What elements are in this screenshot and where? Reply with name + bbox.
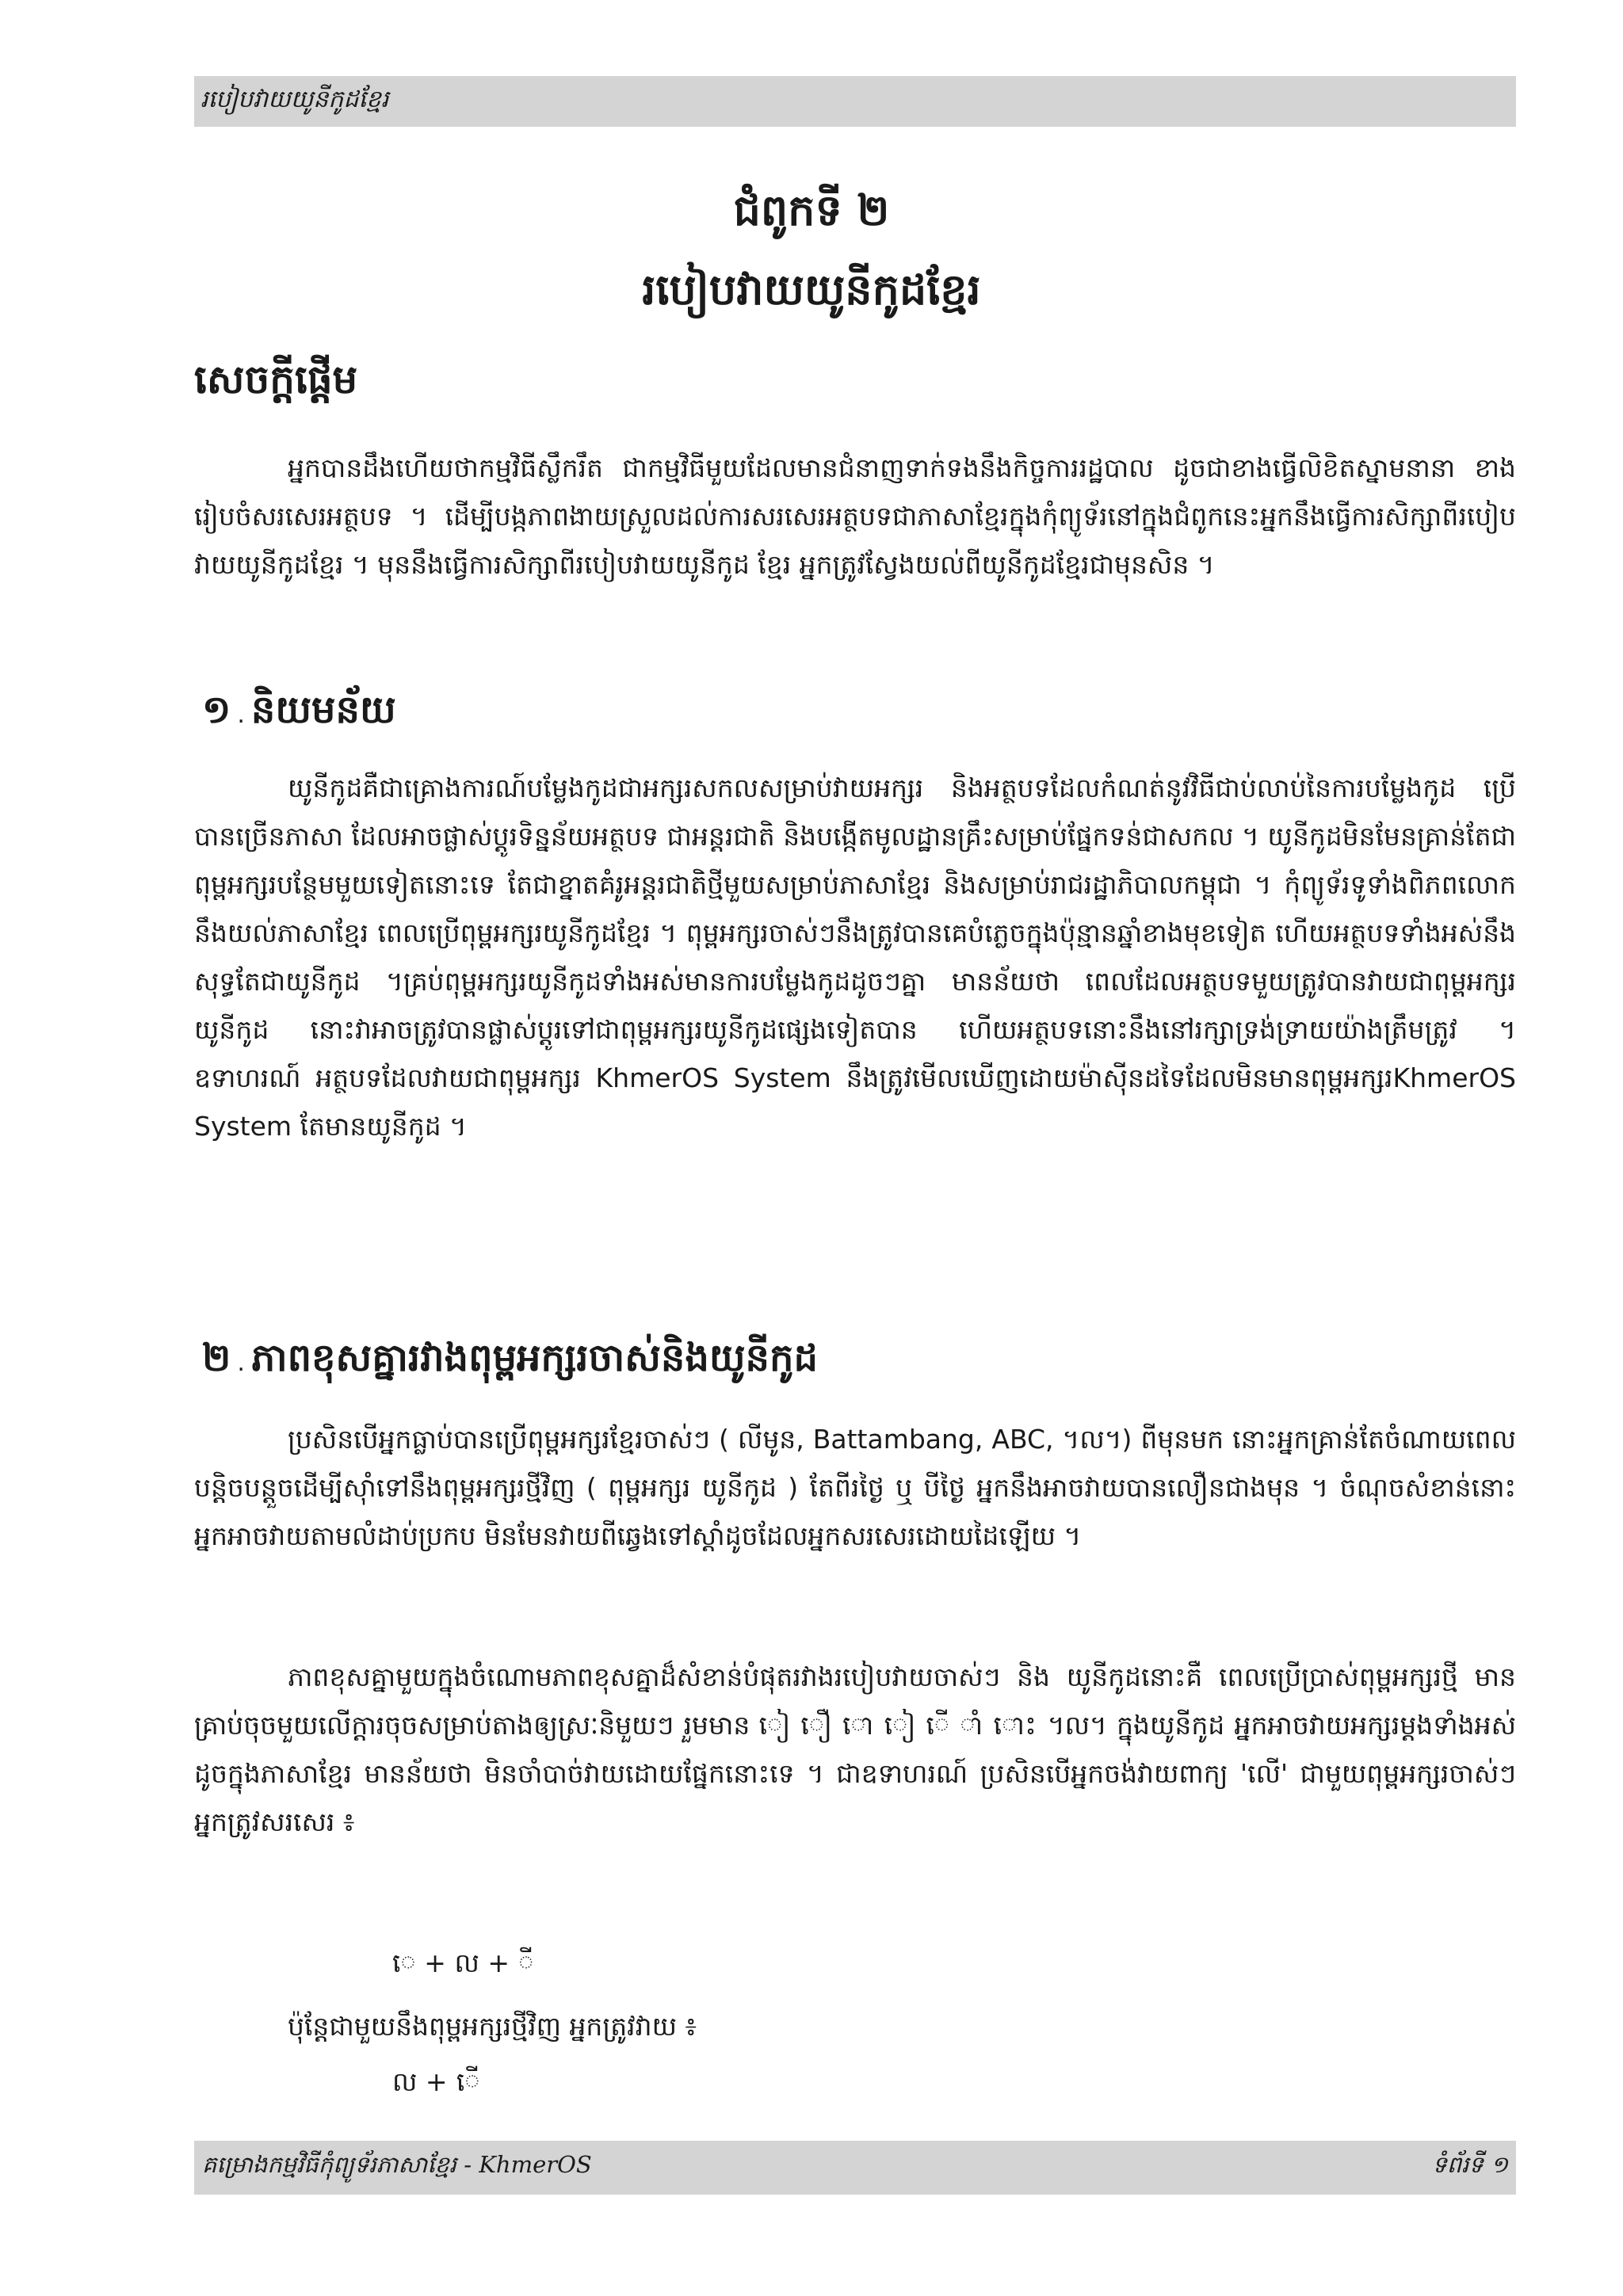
section1-dot: . [237, 701, 245, 729]
page-number: ទំព័រទី ១ [1432, 2151, 1508, 2178]
chapter-subtitle: របៀបវាយយូនីកូដខ្មែរ [642, 265, 981, 315]
page-footer [194, 2141, 1516, 2195]
chapter-title: ជំពូកទី ២ [733, 185, 890, 235]
section1-title: និយមន័យ [250, 688, 396, 732]
section1-number: ១ [202, 688, 231, 732]
intro-heading: សេចក្ដីផ្ដើម [194, 357, 358, 402]
section2-dot: . [237, 1349, 245, 1377]
section1-heading [202, 686, 396, 742]
section1-paragraph [194, 764, 1516, 1150]
section2-number: ២ [202, 1336, 231, 1380]
but-new-font-line: ប៉ុន្តែជាមួយនឹងពុម្ពអក្សរថ្មីវិញ អ្នកត្រូវវាយ ៖ [288, 2011, 697, 2042]
section2-heading [202, 1334, 818, 1390]
intro-paragraph [194, 444, 1516, 589]
intro-paragraph-text: អ្នកបានដឹងហើយថាកម្មវិធីស្លឹករឹត ជាកម្មវិធីមួយដែលមានជំនាញទាក់ទងនឹងកិច្ចការរដ្ឋបាល ដូចជាខាងធ្វើលិខិតស្នាមនានា ខាងរៀបចំសរសេរអត្ថបទ ។ ដើម្បីបង្កភាពងាយស្រួលដល់ការសរសេរអត្ថបទជាភាសាខ្មែរក្នុងកុំព្យូទ័រនៅក្នុងជំពូកនេះអ្នកនឹងធ្វើការសិក្សាពីរបៀបវាយយូនីកូដខ្មែរ ។ មុននឹងធ្វើការសិក្សាពីរបៀបវាយយូនីកូដ ខ្មែរ អ្នកត្រូវស្វែងយល់ពីយូនីកូដខ្មែរជាមុនសិន ។ [194, 452, 1516, 580]
section2-paragraph-2-text: ភាពខុសគ្នាមួយក្នុងចំណោមភាពខុសគ្នាដ៏សំខាន់បំផុតរវាងរបៀបវាយចាស់ៗ និង យូនីកូដនោះគឺ ពេលប្រើប្រាស់ពុម្ពអក្សរថ្មី មានគ្រាប់ចុចមួយលើក្ដារចុចសម្រាប់តាងឲ្យស្រៈនិមួយៗ រួមមាន ៀ ឿ ោ ៀ ើ ាំ ោះ ។ល។ ក្នុងយូនីកូដ អ្នកអាចវាយអក្សរម្ដងទាំងអស់ដូចក្នុងភាសាខ្មែរ មានន័យថា មិនចាំបាច់វាយដោយផ្នែកនោះទេ ។ ជាឧទាហរណ៍ ប្រសិនបើអ្នកចង់វាយពាក្យ 'លើ' ជាមួយពុម្ពអក្សរចាស់ៗអ្នកត្រូវសរសេរ ៖ [194, 1661, 1516, 1837]
section1-paragraph-text: យូនីកូដគឺជាគ្រោងការណ៍បម្លែងកូដជាអក្សរសកលសម្រាប់វាយអក្សរ និងអត្ថបទដែលកំណត់នូវវិធីជាប់លាប់នៃការបម្លែងកូដ ប្រើបានច្រើនភាសា ដែលអាចផ្លាស់ប្ដូរទិន្នន័យអត្ថបទ ជាអន្តរជាតិ និងបង្កើតមូលដ្ឋានគ្រឹះសម្រាប់ផ្នែកទន់ជាសកល ។ យូនីកូដមិនមែនគ្រាន់តែជាពុម្ពអក្សរបន្ថែមមួយទៀតនោះទេ តែជាខ្នាតគំរូអន្តរជាតិថ្មីមួយសម្រាប់ភាសាខ្មែរ និងសម្រាប់រាជរដ្ឋាភិបាលកម្ពុជា ។ កុំព្យូទ័រទូទាំងពិភពលោកនឹងយល់ភាសាខ្មែរ ពេលប្រើពុម្ពអក្សរយូនីកូដខ្មែរ ។ ពុម្ពអក្សរចាស់ៗនឹងត្រូវបានគេបំភ្លេចក្នុងប៉ុន្មានឆ្នាំខាងមុខទៀត ហើយអត្ថបទទាំងអស់នឹងសុទ្ធតែជាយូនីកូដ ។គ្រប់ពុម្ពអក្សរយូនីកូដទាំងអស់មានការបម្លែងកូដដូចៗគ្នា មានន័យថា ពេលដែលអត្ថបទមួយត្រូវបានវាយជាពុម្ពអក្សរយូនីកូដ នោះវាអាចត្រូវបានផ្លាស់ប្ដូរទៅជាពុម្ពអក្សរយូនីកូដផ្សេងទៀតបាន ហើយអត្ថបទនោះនឹងនៅរក្សាទ្រង់ទ្រាយយ៉ាងត្រឹមត្រូវ ។ ឧទាហរណ៍ អត្ថបទដែលវាយជាពុម្ពអក្សរ KhmerOS System នឹងត្រូវមើលឃើញដោយម៉ាស៊ីនដទៃដែលមិនមានពុម្ពអក្សរKhmerOS System តែមានយូនីកូដ ។ [194, 772, 1516, 1142]
page-header [194, 76, 1516, 127]
section2-paragraph-1 [194, 1415, 1516, 1560]
example-new-typing: ល + ើ [392, 2066, 480, 2097]
example-old-typing: េ + ល + ី [392, 1947, 534, 1978]
header-text: របៀបវាយយូនីកូដខ្មែរ [200, 86, 389, 113]
section2-paragraph-1-text: ប្រសិនបើអ្នកធ្លាប់បានប្រើពុម្ពអក្សរខ្មែរចាស់ៗ ( លីមូន, Battambang, ABC, ។ល។) ពីមុនមក នោះអ្នកគ្រាន់តែចំណាយពេលបន្តិចបន្តួចដើម្បីសុាំទៅនឹងពុម្ពអក្សរថ្មីវិញ ( ពុម្ពអក្សរ យូនីកូដ ) តែពីរថ្ងៃ ឬ បីថ្ងៃ អ្នកនឹងអាចវាយបានលឿនជាងមុន ។ ចំណុចសំខាន់នោះ អ្នកអាចវាយតាមលំដាប់ប្រកប មិនមែនវាយពីឆ្វេងទៅស្ដាំដូចដែលអ្នកសរសេរដោយដៃឡើយ ។ [194, 1424, 1516, 1551]
section2-title: ភាពខុសគ្នារវាងពុម្ពអក្សរចាស់និងយូនីកូដ [250, 1336, 818, 1380]
footer-left: គម្រោងកម្មវិធីកុំព្យូទ័រភាសាខ្មែរ - KhmerOS [202, 2151, 592, 2178]
section2-paragraph-2 [194, 1653, 1516, 1846]
